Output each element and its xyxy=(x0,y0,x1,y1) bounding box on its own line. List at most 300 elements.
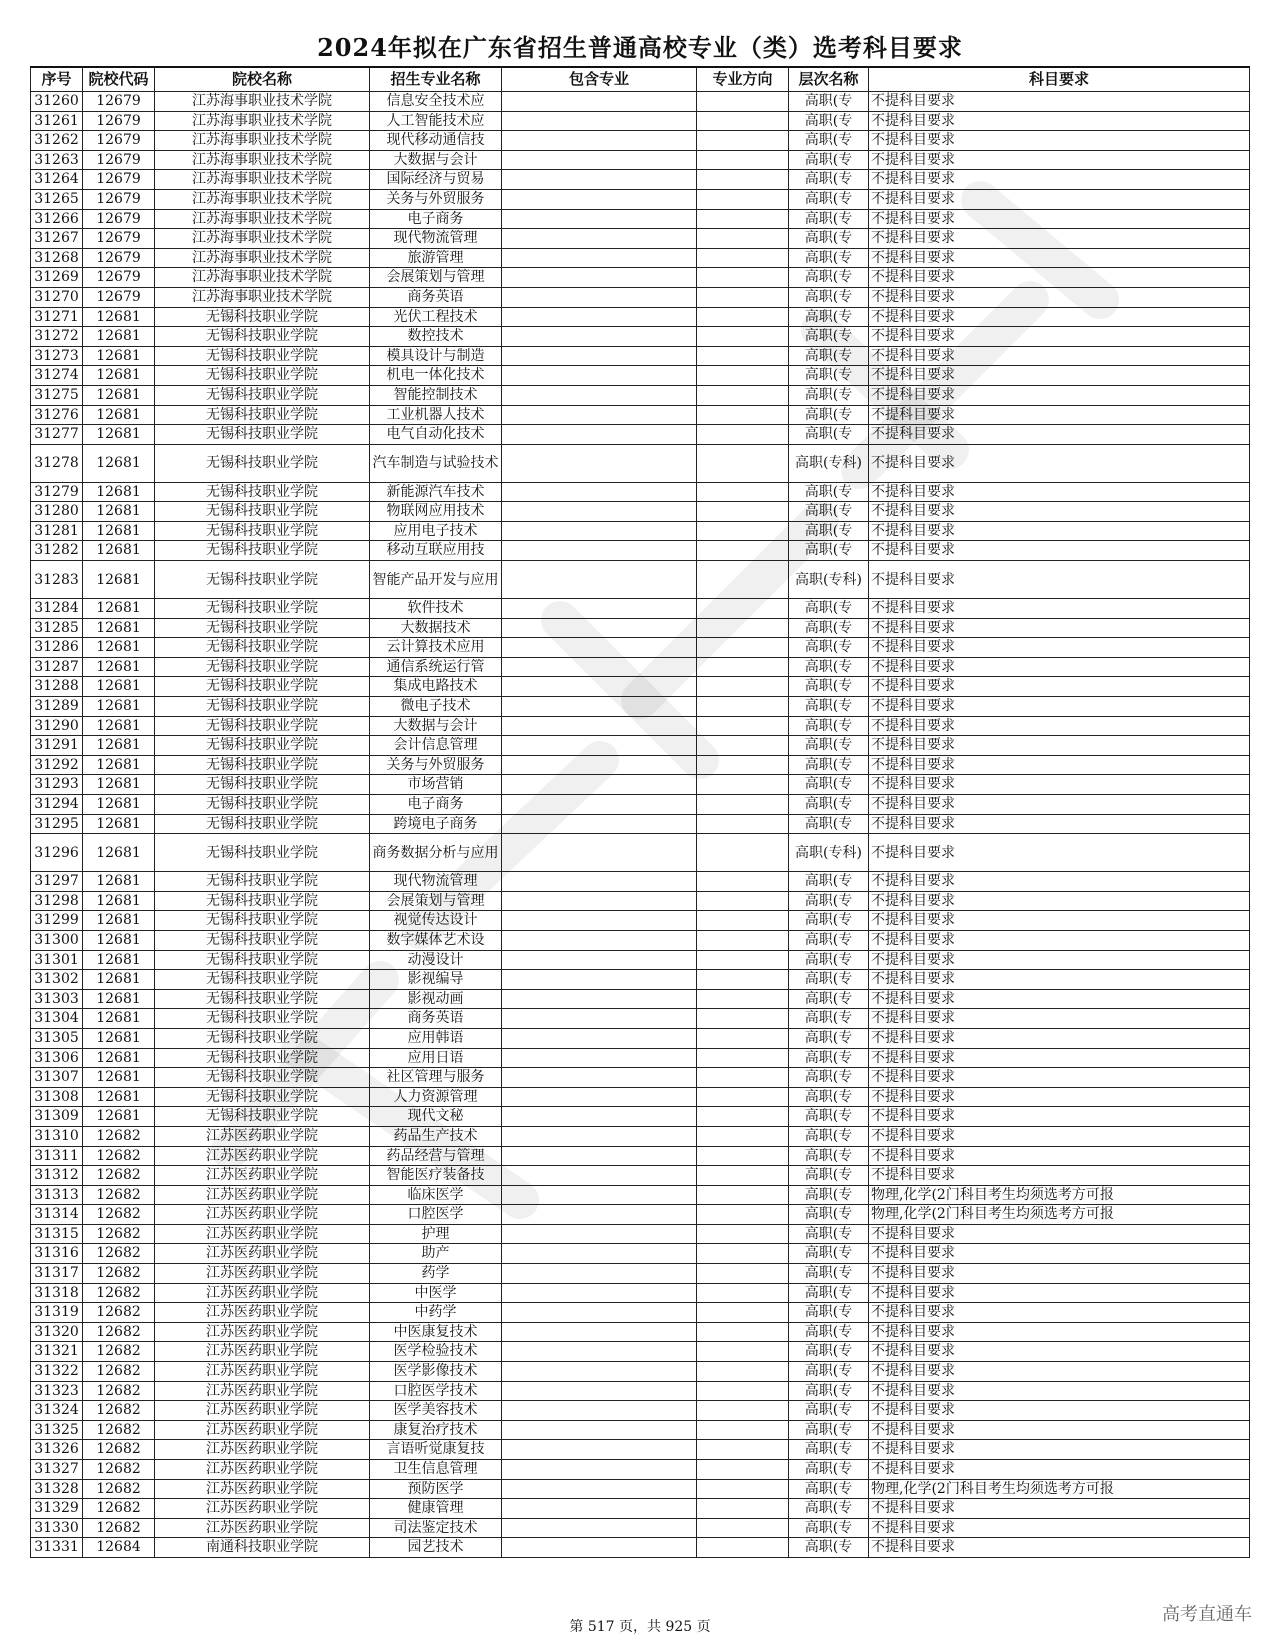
cell-school-code: 12681 xyxy=(83,716,155,736)
table-row xyxy=(31,189,1250,209)
cell-major-direction xyxy=(697,287,789,307)
cell-major-direction xyxy=(697,1028,789,1048)
cell-school-name: 无锡科技职业学院 xyxy=(155,677,370,697)
table-row xyxy=(31,444,1250,482)
cell-school-code: 12679 xyxy=(83,229,155,249)
cell-major-direction xyxy=(697,755,789,775)
cell-level: 高职(专 xyxy=(789,111,869,131)
table-row xyxy=(31,111,1250,131)
cell-school-name: 江苏医药职业学院 xyxy=(155,1499,370,1519)
cell-major-direction xyxy=(697,541,789,561)
table-row xyxy=(31,1342,1250,1362)
cell-school-code: 12679 xyxy=(83,150,155,170)
cell-major-name: 康复治疗技术 xyxy=(370,1420,502,1440)
cell-school-name: 无锡科技职业学院 xyxy=(155,1048,370,1068)
cell-serial: 31330 xyxy=(31,1518,83,1538)
cell-serial: 31277 xyxy=(31,425,83,445)
cell-serial: 31263 xyxy=(31,150,83,170)
cell-serial: 31314 xyxy=(31,1205,83,1225)
cell-school-name: 无锡科技职业学院 xyxy=(155,736,370,756)
cell-major-name: 动漫设计 xyxy=(370,950,502,970)
cell-major-name: 司法鉴定技术 xyxy=(370,1518,502,1538)
cell-subject-requirement: 不提科目要求 xyxy=(869,444,1250,482)
cell-level: 高职(专 xyxy=(789,268,869,288)
cell-major-direction xyxy=(697,834,789,872)
cell-subject-requirement: 不提科目要求 xyxy=(869,327,1250,347)
cell-level: 高职(专科) xyxy=(789,561,869,599)
cell-included-majors xyxy=(502,1440,697,1460)
cell-school-code: 12682 xyxy=(83,1322,155,1342)
cell-school-code: 12679 xyxy=(83,248,155,268)
table-row xyxy=(31,950,1250,970)
cell-major-name: 新能源汽车技术 xyxy=(370,482,502,502)
cell-major-name: 光伏工程技术 xyxy=(370,307,502,327)
cell-major-direction xyxy=(697,697,789,717)
cell-level: 高职(专 xyxy=(789,970,869,990)
cell-subject-requirement: 不提科目要求 xyxy=(869,1499,1250,1519)
cell-level: 高职(专科) xyxy=(789,444,869,482)
cell-major-direction xyxy=(697,111,789,131)
cell-major-name: 预防医学 xyxy=(370,1479,502,1499)
table-row xyxy=(31,989,1250,1009)
header-school-name: 院校名称 xyxy=(155,67,370,92)
cell-major-direction xyxy=(697,911,789,931)
cell-level: 高职(专 xyxy=(789,1518,869,1538)
cell-included-majors xyxy=(502,1185,697,1205)
table-row xyxy=(31,1322,1250,1342)
cell-school-name: 江苏海事职业技术学院 xyxy=(155,92,370,112)
cell-serial: 31261 xyxy=(31,111,83,131)
cell-major-direction xyxy=(697,268,789,288)
table-row xyxy=(31,482,1250,502)
cell-level: 高职(专 xyxy=(789,1283,869,1303)
cell-included-majors xyxy=(502,814,697,834)
table-row xyxy=(31,1440,1250,1460)
cell-school-code: 12681 xyxy=(83,989,155,1009)
cell-school-code: 12681 xyxy=(83,425,155,445)
cell-serial: 31323 xyxy=(31,1381,83,1401)
cell-school-code: 12681 xyxy=(83,502,155,522)
cell-subject-requirement: 物理,化学(2门科目考生均须选考方可报 xyxy=(869,1479,1250,1499)
cell-major-direction xyxy=(697,677,789,697)
cell-school-code: 12682 xyxy=(83,1479,155,1499)
cell-subject-requirement: 不提科目要求 xyxy=(869,502,1250,522)
cell-subject-requirement: 不提科目要求 xyxy=(869,268,1250,288)
cell-school-name: 无锡科技职业学院 xyxy=(155,775,370,795)
cell-major-name: 集成电路技术 xyxy=(370,677,502,697)
cell-included-majors xyxy=(502,307,697,327)
cell-included-majors xyxy=(502,1401,697,1421)
table-row xyxy=(31,814,1250,834)
cell-subject-requirement: 不提科目要求 xyxy=(869,1420,1250,1440)
cell-school-name: 江苏医药职业学院 xyxy=(155,1303,370,1323)
cell-school-name: 无锡科技职业学院 xyxy=(155,657,370,677)
cell-subject-requirement: 不提科目要求 xyxy=(869,1028,1250,1048)
cell-included-majors xyxy=(502,755,697,775)
table-row xyxy=(31,1146,1250,1166)
cell-school-code: 12682 xyxy=(83,1166,155,1186)
cell-major-direction xyxy=(697,170,789,190)
cell-school-code: 12679 xyxy=(83,111,155,131)
cell-level: 高职(专 xyxy=(789,1401,869,1421)
cell-school-name: 无锡科技职业学院 xyxy=(155,697,370,717)
cell-serial: 31260 xyxy=(31,92,83,112)
cell-school-code: 12681 xyxy=(83,970,155,990)
cell-school-code: 12682 xyxy=(83,1185,155,1205)
cell-major-direction xyxy=(697,1420,789,1440)
cell-level: 高职(专 xyxy=(789,209,869,229)
cell-school-name: 江苏医药职业学院 xyxy=(155,1342,370,1362)
cell-included-majors xyxy=(502,677,697,697)
cell-school-name: 江苏医药职业学院 xyxy=(155,1479,370,1499)
cell-serial: 31268 xyxy=(31,248,83,268)
cell-major-direction xyxy=(697,1166,789,1186)
cell-serial: 31297 xyxy=(31,872,83,892)
cell-major-name: 智能控制技术 xyxy=(370,385,502,405)
table-row xyxy=(31,677,1250,697)
page-number: 第 517 页，共 925 页 xyxy=(569,1619,711,1635)
cell-subject-requirement: 不提科目要求 xyxy=(869,1322,1250,1342)
cell-school-code: 12681 xyxy=(83,872,155,892)
cell-major-direction xyxy=(697,1401,789,1421)
table-row xyxy=(31,541,1250,561)
header-serial: 序号 xyxy=(31,67,83,92)
cell-major-direction xyxy=(697,425,789,445)
cell-major-direction xyxy=(697,930,789,950)
cell-included-majors xyxy=(502,1126,697,1146)
cell-major-direction xyxy=(697,229,789,249)
cell-included-majors xyxy=(502,638,697,658)
cell-level: 高职(专 xyxy=(789,1028,869,1048)
cell-major-direction xyxy=(697,1185,789,1205)
cell-level: 高职(专 xyxy=(789,1087,869,1107)
cell-serial: 31322 xyxy=(31,1362,83,1382)
cell-subject-requirement: 不提科目要求 xyxy=(869,795,1250,815)
cell-school-name: 江苏医药职业学院 xyxy=(155,1460,370,1480)
cell-school-code: 12681 xyxy=(83,677,155,697)
table-row xyxy=(31,1166,1250,1186)
cell-subject-requirement: 不提科目要求 xyxy=(869,189,1250,209)
cell-major-direction xyxy=(697,657,789,677)
cell-major-name: 视觉传达设计 xyxy=(370,911,502,931)
cell-major-name: 电气自动化技术 xyxy=(370,425,502,445)
cell-major-name: 物联网应用技术 xyxy=(370,502,502,522)
cell-serial: 31280 xyxy=(31,502,83,522)
cell-school-name: 江苏医药职业学院 xyxy=(155,1146,370,1166)
cell-subject-requirement: 不提科目要求 xyxy=(869,1009,1250,1029)
cell-school-code: 12681 xyxy=(83,1009,155,1029)
cell-school-code: 12681 xyxy=(83,346,155,366)
cell-major-direction xyxy=(697,1440,789,1460)
table-row xyxy=(31,92,1250,112)
cell-major-name: 药品经营与管理 xyxy=(370,1146,502,1166)
cell-subject-requirement: 不提科目要求 xyxy=(869,482,1250,502)
cell-school-code: 12682 xyxy=(83,1126,155,1146)
cell-serial: 31300 xyxy=(31,930,83,950)
cell-school-name: 江苏海事职业技术学院 xyxy=(155,268,370,288)
table-row xyxy=(31,1068,1250,1088)
header-school-code: 院校代码 xyxy=(83,67,155,92)
cell-level: 高职(专 xyxy=(789,638,869,658)
cell-serial: 31328 xyxy=(31,1479,83,1499)
table-header-row xyxy=(31,67,1250,92)
cell-school-name: 南通科技职业学院 xyxy=(155,1538,370,1558)
cell-major-name: 智能医疗装备技 xyxy=(370,1166,502,1186)
cell-included-majors xyxy=(502,346,697,366)
cell-included-majors xyxy=(502,970,697,990)
cell-school-name: 无锡科技职业学院 xyxy=(155,911,370,931)
cell-major-direction xyxy=(697,405,789,425)
cell-included-majors xyxy=(502,1205,697,1225)
cell-level: 高职(专 xyxy=(789,697,869,717)
table-row xyxy=(31,638,1250,658)
table-row xyxy=(31,521,1250,541)
cell-serial: 31273 xyxy=(31,346,83,366)
cell-included-majors xyxy=(502,891,697,911)
cell-included-majors xyxy=(502,150,697,170)
cell-serial: 31324 xyxy=(31,1401,83,1421)
cell-serial: 31318 xyxy=(31,1283,83,1303)
cell-level: 高职(专 xyxy=(789,1303,869,1323)
cell-school-name: 无锡科技职业学院 xyxy=(155,502,370,522)
cell-school-code: 12681 xyxy=(83,307,155,327)
cell-level: 高职(专 xyxy=(789,346,869,366)
cell-level: 高职(专 xyxy=(789,1185,869,1205)
cell-school-code: 12681 xyxy=(83,561,155,599)
cell-subject-requirement: 不提科目要求 xyxy=(869,1401,1250,1421)
cell-major-direction xyxy=(697,1499,789,1519)
cell-level: 高职(专 xyxy=(789,189,869,209)
cell-included-majors xyxy=(502,209,697,229)
cell-major-direction xyxy=(697,950,789,970)
cell-major-direction xyxy=(697,385,789,405)
cell-serial: 31307 xyxy=(31,1068,83,1088)
cell-serial: 31298 xyxy=(31,891,83,911)
cell-included-majors xyxy=(502,736,697,756)
cell-school-code: 12681 xyxy=(83,1068,155,1088)
cell-school-code: 12679 xyxy=(83,209,155,229)
cell-included-majors xyxy=(502,716,697,736)
cell-major-direction xyxy=(697,1107,789,1127)
cell-school-code: 12681 xyxy=(83,385,155,405)
table-row xyxy=(31,1303,1250,1323)
cell-school-code: 12682 xyxy=(83,1205,155,1225)
cell-included-majors xyxy=(502,1460,697,1480)
cell-school-code: 12681 xyxy=(83,599,155,619)
cell-major-direction xyxy=(697,1460,789,1480)
cell-serial: 31289 xyxy=(31,697,83,717)
table-row xyxy=(31,1107,1250,1127)
cell-major-name: 医学影像技术 xyxy=(370,1362,502,1382)
cell-level: 高职(专 xyxy=(789,92,869,112)
cell-serial: 31308 xyxy=(31,1087,83,1107)
cell-major-direction xyxy=(697,716,789,736)
cell-serial: 31296 xyxy=(31,834,83,872)
cell-level: 高职(专 xyxy=(789,1244,869,1264)
cell-major-direction xyxy=(697,1322,789,1342)
cell-school-name: 江苏医药职业学院 xyxy=(155,1205,370,1225)
cell-included-majors xyxy=(502,1244,697,1264)
cell-included-majors xyxy=(502,775,697,795)
table-row xyxy=(31,657,1250,677)
table-row xyxy=(31,1028,1250,1048)
cell-major-direction xyxy=(697,1244,789,1264)
cell-included-majors xyxy=(502,1499,697,1519)
cell-school-name: 江苏海事职业技术学院 xyxy=(155,170,370,190)
cell-school-name: 江苏海事职业技术学院 xyxy=(155,229,370,249)
cell-included-majors xyxy=(502,1362,697,1382)
cell-serial: 31282 xyxy=(31,541,83,561)
cell-school-name: 无锡科技职业学院 xyxy=(155,1068,370,1088)
cell-school-code: 12682 xyxy=(83,1420,155,1440)
cell-included-majors xyxy=(502,1107,697,1127)
cell-school-code: 12679 xyxy=(83,92,155,112)
cell-major-name: 大数据与会计 xyxy=(370,716,502,736)
cell-included-majors xyxy=(502,248,697,268)
cell-included-majors xyxy=(502,111,697,131)
cell-subject-requirement: 不提科目要求 xyxy=(869,92,1250,112)
table-row xyxy=(31,385,1250,405)
cell-major-direction xyxy=(697,189,789,209)
cell-major-name: 应用韩语 xyxy=(370,1028,502,1048)
cell-school-code: 12681 xyxy=(83,891,155,911)
cell-subject-requirement: 不提科目要求 xyxy=(869,755,1250,775)
cell-subject-requirement: 不提科目要求 xyxy=(869,716,1250,736)
cell-subject-requirement: 不提科目要求 xyxy=(869,599,1250,619)
cell-school-name: 江苏医药职业学院 xyxy=(155,1440,370,1460)
cell-school-name: 无锡科技职业学院 xyxy=(155,482,370,502)
cell-level: 高职(专 xyxy=(789,677,869,697)
table-row xyxy=(31,209,1250,229)
cell-major-name: 助产 xyxy=(370,1244,502,1264)
table-row xyxy=(31,405,1250,425)
cell-included-majors xyxy=(502,385,697,405)
cell-school-code: 12682 xyxy=(83,1224,155,1244)
cell-major-direction xyxy=(697,92,789,112)
cell-major-name: 信息安全技术应 xyxy=(370,92,502,112)
brand-logo-text: 高考直通车 xyxy=(1162,1604,1252,1625)
cell-level: 高职(专 xyxy=(789,405,869,425)
cell-subject-requirement: 不提科目要求 xyxy=(869,970,1250,990)
cell-subject-requirement: 不提科目要求 xyxy=(869,541,1250,561)
cell-school-name: 江苏医药职业学院 xyxy=(155,1420,370,1440)
cell-serial: 31272 xyxy=(31,327,83,347)
cell-school-name: 无锡科技职业学院 xyxy=(155,970,370,990)
cell-serial: 31310 xyxy=(31,1126,83,1146)
cell-subject-requirement: 不提科目要求 xyxy=(869,834,1250,872)
cell-school-code: 12681 xyxy=(83,444,155,482)
cell-school-name: 无锡科技职业学院 xyxy=(155,989,370,1009)
cell-major-name: 医学美容技术 xyxy=(370,1401,502,1421)
cell-school-code: 12682 xyxy=(83,1264,155,1284)
cell-school-code: 12681 xyxy=(83,1028,155,1048)
cell-major-direction xyxy=(697,502,789,522)
cell-included-majors xyxy=(502,327,697,347)
cell-included-majors xyxy=(502,482,697,502)
cell-subject-requirement: 不提科目要求 xyxy=(869,1518,1250,1538)
cell-serial: 31306 xyxy=(31,1048,83,1068)
cell-subject-requirement: 不提科目要求 xyxy=(869,1460,1250,1480)
cell-major-name: 现代移动通信技 xyxy=(370,131,502,151)
cell-school-code: 12681 xyxy=(83,405,155,425)
table-row xyxy=(31,287,1250,307)
cell-included-majors xyxy=(502,1518,697,1538)
cell-included-majors xyxy=(502,131,697,151)
table-row xyxy=(31,131,1250,151)
cell-serial: 31295 xyxy=(31,814,83,834)
cell-level: 高职(专 xyxy=(789,891,869,911)
cell-major-direction xyxy=(697,872,789,892)
cell-subject-requirement: 不提科目要求 xyxy=(869,697,1250,717)
cell-level: 高职(专 xyxy=(789,1146,869,1166)
cell-included-majors xyxy=(502,1303,697,1323)
cell-subject-requirement: 不提科目要求 xyxy=(869,346,1250,366)
cell-major-direction xyxy=(697,444,789,482)
cell-serial: 31313 xyxy=(31,1185,83,1205)
cell-major-name: 言语听觉康复技 xyxy=(370,1440,502,1460)
cell-included-majors xyxy=(502,1479,697,1499)
cell-school-name: 无锡科技职业学院 xyxy=(155,755,370,775)
cell-serial: 31321 xyxy=(31,1342,83,1362)
cell-major-name: 软件技术 xyxy=(370,599,502,619)
cell-major-name: 国际经济与贸易 xyxy=(370,170,502,190)
cell-serial: 31309 xyxy=(31,1107,83,1127)
cell-included-majors xyxy=(502,795,697,815)
table-row xyxy=(31,618,1250,638)
cell-major-name: 移动互联应用技 xyxy=(370,541,502,561)
cell-serial: 31291 xyxy=(31,736,83,756)
cell-major-direction xyxy=(697,1224,789,1244)
table-row xyxy=(31,1479,1250,1499)
table-row xyxy=(31,1381,1250,1401)
cell-major-direction xyxy=(697,366,789,386)
cell-serial: 31320 xyxy=(31,1322,83,1342)
cell-subject-requirement: 不提科目要求 xyxy=(869,1068,1250,1088)
cell-subject-requirement: 不提科目要求 xyxy=(869,307,1250,327)
cell-school-code: 12681 xyxy=(83,1087,155,1107)
cell-school-name: 无锡科技职业学院 xyxy=(155,834,370,872)
cell-major-direction xyxy=(697,346,789,366)
cell-major-direction xyxy=(697,1009,789,1029)
cell-major-name: 工业机器人技术 xyxy=(370,405,502,425)
cell-level: 高职(专 xyxy=(789,170,869,190)
cell-subject-requirement: 不提科目要求 xyxy=(869,1342,1250,1362)
cell-major-name: 中药学 xyxy=(370,1303,502,1323)
cell-level: 高职(专 xyxy=(789,1264,869,1284)
cell-major-direction xyxy=(697,638,789,658)
cell-serial: 31290 xyxy=(31,716,83,736)
cell-major-direction xyxy=(697,327,789,347)
cell-serial: 31325 xyxy=(31,1420,83,1440)
cell-included-majors xyxy=(502,1538,697,1558)
cell-subject-requirement: 不提科目要求 xyxy=(869,229,1250,249)
cell-subject-requirement: 不提科目要求 xyxy=(869,405,1250,425)
page-title: 2024年拟在广东省招生普通高校专业（类）选考科目要求 xyxy=(317,33,963,62)
cell-serial: 31311 xyxy=(31,1146,83,1166)
cell-school-code: 12682 xyxy=(83,1146,155,1166)
cell-subject-requirement: 不提科目要求 xyxy=(869,1381,1250,1401)
cell-serial: 31283 xyxy=(31,561,83,599)
cell-level: 高职(专 xyxy=(789,1205,869,1225)
cell-included-majors xyxy=(502,1381,697,1401)
cell-subject-requirement: 不提科目要求 xyxy=(869,385,1250,405)
cell-school-name: 无锡科技职业学院 xyxy=(155,327,370,347)
cell-school-name: 江苏医药职业学院 xyxy=(155,1518,370,1538)
cell-serial: 31285 xyxy=(31,618,83,638)
cell-level: 高职(专 xyxy=(789,1381,869,1401)
table-row xyxy=(31,697,1250,717)
table-row xyxy=(31,795,1250,815)
